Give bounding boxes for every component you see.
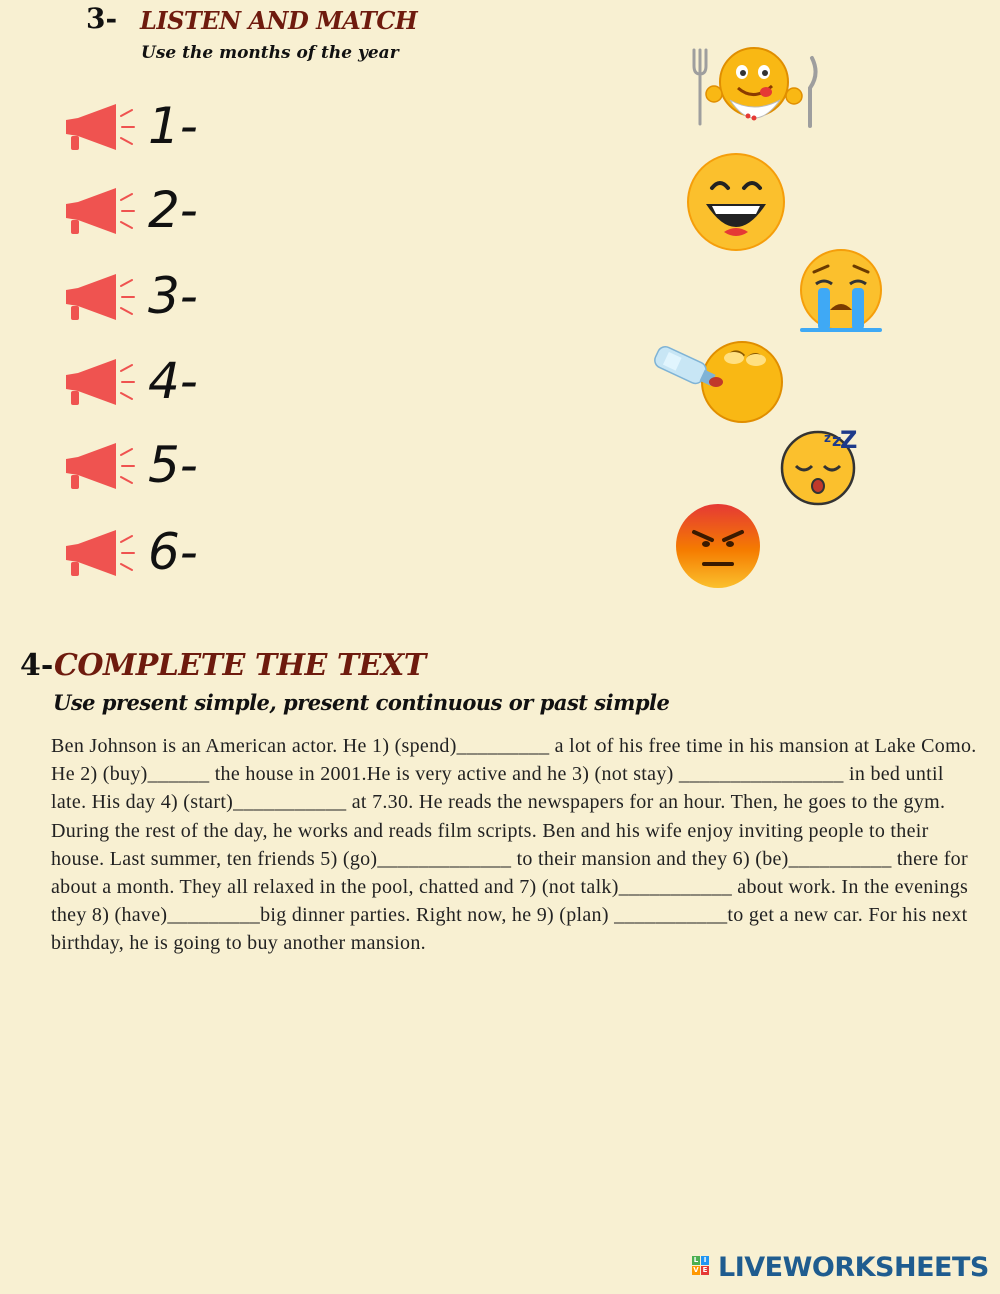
- logo-tile-e: E: [702, 1266, 708, 1274]
- megaphone-icon[interactable]: [60, 102, 136, 152]
- svg-text:z: z: [832, 431, 842, 450]
- item-number: 5-: [148, 436, 198, 494]
- svg-text:z: z: [824, 431, 831, 445]
- listen-row-2: [60, 182, 320, 242]
- listen-row-5: [60, 437, 320, 497]
- logo-tile-v: V: [693, 1266, 699, 1274]
- section-4-title: COMPLETE THE TEXT: [54, 648, 426, 683]
- listen-row-4: [60, 353, 320, 413]
- listen-row-1: [60, 98, 320, 158]
- section-4-number: 4-: [20, 648, 54, 683]
- svg-text:Z: Z: [840, 426, 858, 454]
- crying-emoji-icon[interactable]: [796, 248, 886, 334]
- logo-text: LIVEWORKSHEETS: [718, 1252, 989, 1283]
- drinking-emoji-icon[interactable]: [650, 340, 788, 424]
- megaphone-icon[interactable]: [60, 357, 136, 407]
- megaphone-icon[interactable]: [60, 441, 136, 491]
- liveworksheets-logo: [692, 1252, 992, 1284]
- section-3-number: 3-: [86, 2, 118, 35]
- item-number: 3-: [148, 267, 198, 325]
- sleeping-emoji-icon[interactable]: [778, 424, 862, 506]
- listen-row-6: [60, 524, 320, 584]
- item-number: 6-: [148, 523, 198, 581]
- megaphone-icon[interactable]: [60, 528, 136, 578]
- logo-tile-l: L: [693, 1256, 699, 1264]
- section-4-subtitle: Use present simple, present continuous or past simple: [53, 690, 670, 715]
- item-number: 4-: [148, 352, 198, 410]
- item-number: 2-: [148, 181, 198, 239]
- laughing-emoji-icon[interactable]: [686, 152, 786, 252]
- megaphone-icon[interactable]: [60, 272, 136, 322]
- angry-emoji-icon[interactable]: [674, 502, 762, 590]
- hungry-emoji-icon[interactable]: [686, 44, 822, 136]
- megaphone-icon[interactable]: [60, 186, 136, 236]
- item-number: 1-: [148, 97, 198, 155]
- cloze-passage: Ben Johnson is an American actor. He 1) (spend)_________ a lot of his free time in his mansion at Lake Como. He 2) (buy)______ the house in 2001.He is very active and he 3) (not stay) ________________ in bed until late. His day 4) (start)___________ at 7.30. He reads the newspapers for an hour. Then, he goes to the gym. During the rest of the day, he works and reads film scripts. Ben and his wife enjoy inviting people to their house. Last summer, ten friends 5) (go)_____________ to their mansion and they 6) (be)__________ there for about a month. They all relaxed in the pool, chatted and 7) (not talk)___________ about work. In the evenings they 8) (have)_________big dinner parties. Right now, he 9) (plan) ___________to get a new car. For his next birthday, he is going to buy another mansion.: [51, 735, 977, 955]
- listen-row-3: [60, 268, 320, 328]
- logo-tile-i: I: [701, 1256, 709, 1265]
- section-3-title: LISTEN AND MATCH: [140, 6, 418, 35]
- section-3-subtitle: Use the months of the year: [141, 43, 399, 63]
